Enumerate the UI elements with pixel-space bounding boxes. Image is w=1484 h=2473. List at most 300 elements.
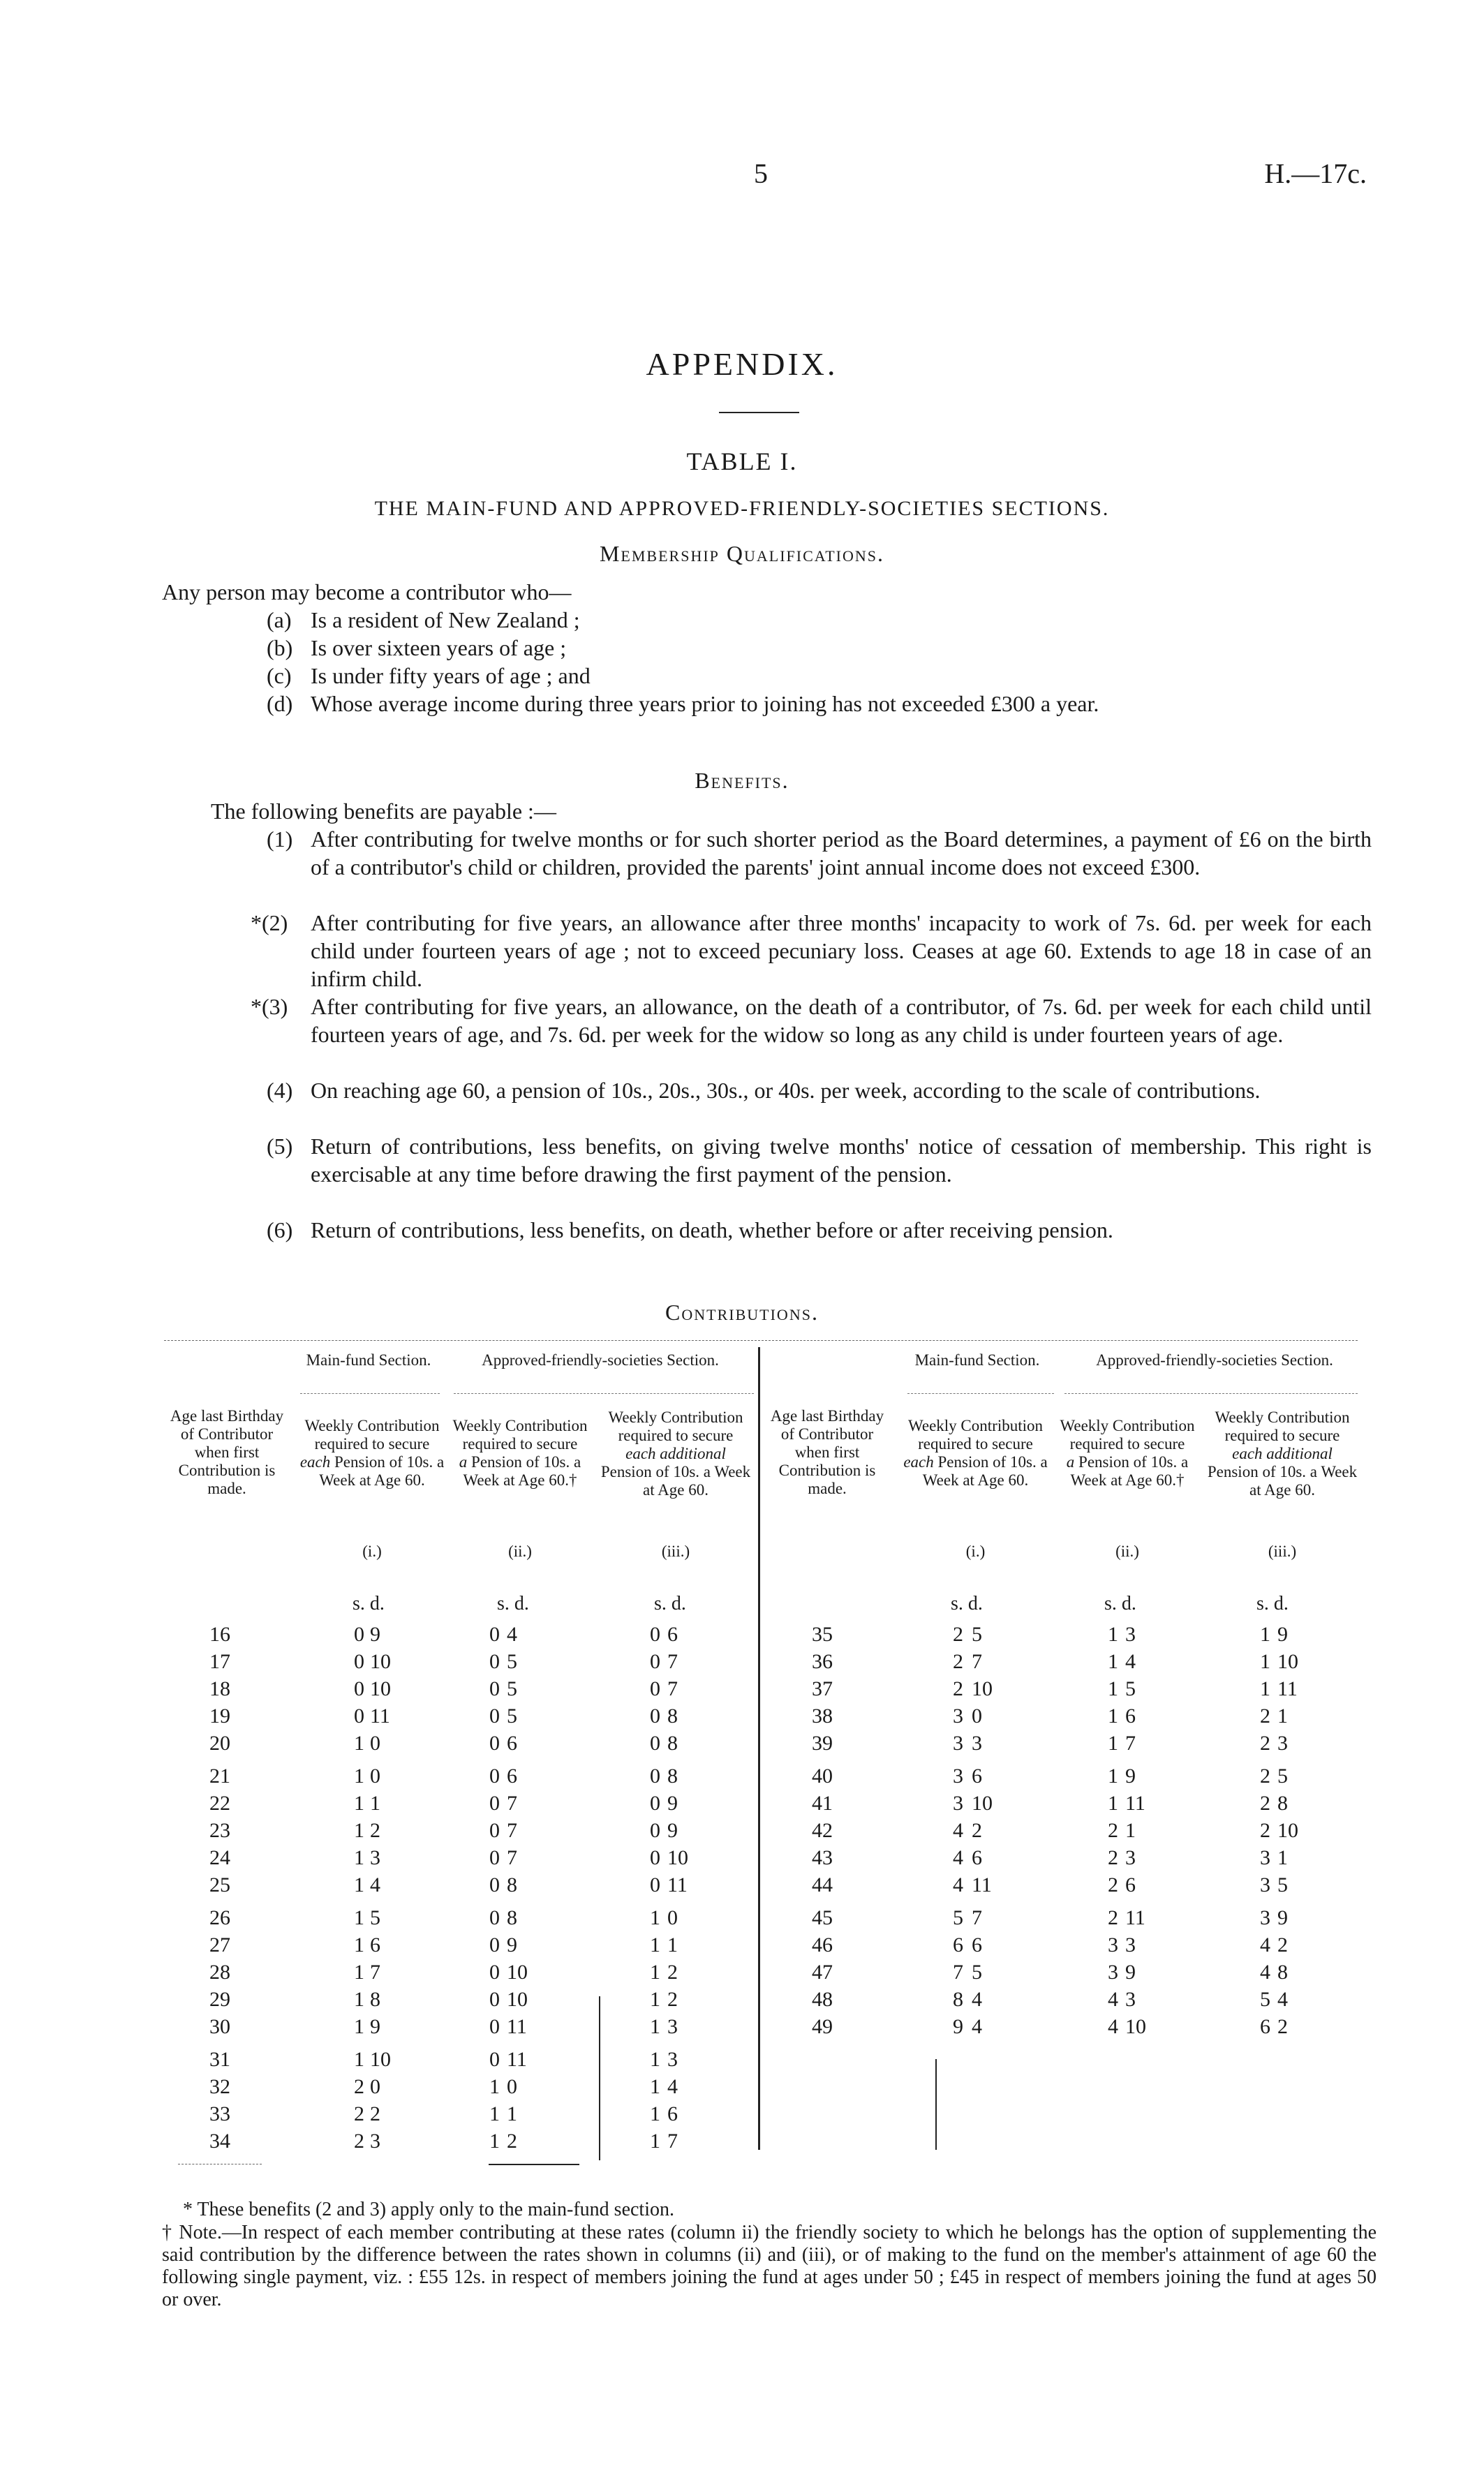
col-i-pence: 11 bbox=[972, 1873, 992, 1896]
col-i-shillings: 0 bbox=[354, 1677, 364, 1700]
col-ii-pence: 10 bbox=[1125, 2015, 1146, 2038]
col-ii-shillings: 2 bbox=[1108, 1819, 1118, 1842]
col-ii-pence: 8 bbox=[507, 1873, 517, 1896]
age-cell: 18 bbox=[209, 1677, 230, 1700]
column-ii-units: s. d. bbox=[497, 1593, 529, 1614]
benefit-text: After contributing for twelve months or for such shorter period as the Board determines, a payment of £6 on the birth of a contributor's child or children, provided the parents' joint annual income does not exceed £300. bbox=[311, 826, 1372, 879]
col-iii-shillings: 0 bbox=[650, 1819, 660, 1842]
col-ii-pence: 7 bbox=[507, 1792, 517, 1815]
col-i-shillings: 3 bbox=[953, 1792, 963, 1815]
benefit-number: (6) bbox=[267, 1217, 293, 1242]
table-bottom-rule-mid bbox=[489, 2164, 579, 2165]
col-ii-shillings: 0 bbox=[489, 1988, 500, 2011]
column-i-header-line-c: Pension of 10s. a Week at Age 60. bbox=[922, 1453, 1048, 1489]
col-ii-shillings: 0 bbox=[489, 1623, 500, 1646]
col-i-shillings: 4 bbox=[953, 1846, 963, 1869]
column-ii-header-line-c: Pension of 10s. a Week at Age 60.† bbox=[1070, 1453, 1189, 1489]
col-i-pence: 2 bbox=[370, 1819, 380, 1842]
col-iii-shillings: 2 bbox=[1260, 1792, 1270, 1815]
col-ii-pence: 3 bbox=[1125, 1988, 1136, 2011]
col-ii-shillings: 1 bbox=[1108, 1705, 1118, 1728]
col-iii-pence: 9 bbox=[1277, 1906, 1288, 1929]
col-i-shillings: 1 bbox=[354, 2048, 364, 2071]
age-cell: 29 bbox=[209, 1988, 230, 2011]
qualification-d-text: Whose average income during three years prior to joining has not exceeded £300 a year. bbox=[311, 691, 1099, 716]
age-cell: 21 bbox=[209, 1765, 230, 1788]
col-i-shillings: 6 bbox=[953, 1933, 963, 1956]
col-ii-shillings: 2 bbox=[1108, 1906, 1118, 1929]
col-ii-shillings: 0 bbox=[489, 1732, 500, 1755]
age-cell: 40 bbox=[812, 1765, 833, 1788]
age-cell: 23 bbox=[209, 1819, 230, 1842]
col-iii-pence: 7 bbox=[667, 1650, 678, 1673]
age-cell: 41 bbox=[812, 1792, 833, 1815]
col-ii-shillings: 1 bbox=[1108, 1650, 1118, 1673]
table-top-rule bbox=[164, 1340, 1358, 1341]
membership-heading: Membership Qualifications. bbox=[599, 541, 885, 566]
col-iii-pence: 5 bbox=[1277, 1765, 1288, 1788]
col-i-pence: 0 bbox=[972, 1705, 982, 1728]
column-iii-units-right: s. d. bbox=[1256, 1593, 1289, 1614]
col-i-shillings: 1 bbox=[354, 1765, 364, 1788]
col-i-pence: 4 bbox=[370, 1873, 380, 1896]
col-iii-pence: 8 bbox=[667, 1705, 678, 1728]
column-i-units: s. d. bbox=[353, 1593, 385, 1614]
table-label: TABLE I. bbox=[686, 447, 798, 475]
col-i-shillings: 2 bbox=[354, 2130, 364, 2153]
age-cell: 44 bbox=[812, 1873, 833, 1896]
col-ii-pence: 9 bbox=[507, 1933, 517, 1956]
benefit-number: *(2) bbox=[251, 910, 288, 935]
col-iii-pence: 8 bbox=[1277, 1961, 1288, 1984]
age-cell: 39 bbox=[812, 1732, 833, 1755]
col-i-shillings: 2 bbox=[953, 1650, 963, 1673]
col-iii-shillings: 1 bbox=[650, 1988, 660, 2011]
col-iii-shillings: 1 bbox=[1260, 1650, 1270, 1673]
approved-group-rule bbox=[454, 1393, 754, 1394]
benefit-number: (5) bbox=[267, 1134, 293, 1159]
col-iii-pence: 2 bbox=[667, 1961, 678, 1984]
column-ii-numeral-right: (ii.) bbox=[1115, 1543, 1139, 1560]
col-ii-pence: 3 bbox=[1125, 1623, 1136, 1646]
col-iii-shillings: 1 bbox=[650, 1933, 660, 1956]
col-i-pence: 7 bbox=[972, 1650, 982, 1673]
col-i-shillings: 4 bbox=[953, 1873, 963, 1896]
benefit-text: Return of contributions, less benefits, on giving twelve months' notice of cessation of membership. This right is exercisable at any time before drawing the first payment of the pension. bbox=[311, 1134, 1372, 1187]
column-i-header-line-a: Weekly Contribution required to secure bbox=[908, 1417, 1043, 1453]
age-cell: 47 bbox=[812, 1961, 833, 1984]
age-cell: 45 bbox=[812, 1906, 833, 1929]
col-ii-pence: 7 bbox=[507, 1819, 517, 1842]
column-iii-header-line-c: Pension of 10s. a Week at Age 60. bbox=[1207, 1463, 1358, 1499]
col-i-pence: 3 bbox=[370, 2130, 380, 2153]
col-i-pence: 4 bbox=[972, 2015, 982, 2038]
col-ii-shillings: 0 bbox=[489, 1873, 500, 1896]
col-ii-shillings: 4 bbox=[1108, 2015, 1118, 2038]
col-iii-pence: 11 bbox=[1277, 1677, 1298, 1700]
col-ii-pence: 6 bbox=[1125, 1705, 1136, 1728]
column-ii-numeral: (ii.) bbox=[508, 1543, 532, 1560]
qualification-b-label: (b) bbox=[267, 635, 293, 660]
benefits-heading: Benefits. bbox=[695, 768, 789, 793]
col-ii-shillings: 1 bbox=[489, 2102, 500, 2125]
qualification-a-text: Is a resident of New Zealand ; bbox=[311, 607, 580, 632]
col-iii-shillings: 0 bbox=[650, 1846, 660, 1869]
col-iii-shillings: 2 bbox=[1260, 1765, 1270, 1788]
col-iii-pence: 9 bbox=[667, 1792, 678, 1815]
col-ii-pence: 2 bbox=[507, 2130, 517, 2153]
col-iii-shillings: 0 bbox=[650, 1873, 660, 1896]
col-ii-pence: 10 bbox=[507, 1988, 528, 2011]
col-ii-pence: 6 bbox=[507, 1765, 517, 1788]
column-ii-header-right bbox=[1054, 1417, 1201, 1490]
col-ii-shillings: 1 bbox=[489, 2130, 500, 2153]
col-i-pence: 2 bbox=[370, 2102, 380, 2125]
col-i-pence: 10 bbox=[370, 1677, 391, 1700]
col-ii-shillings: 1 bbox=[1108, 1732, 1118, 1755]
col-ii-pence: 8 bbox=[507, 1906, 517, 1929]
age-cell: 16 bbox=[209, 1623, 230, 1646]
benefit-number: *(3) bbox=[251, 994, 288, 1019]
col-iii-pence: 6 bbox=[667, 2102, 678, 2125]
col-i-shillings: 1 bbox=[354, 1933, 364, 1956]
age-cell: 34 bbox=[209, 2130, 230, 2153]
col-i-pence: 10 bbox=[370, 2048, 391, 2071]
age-cell: 20 bbox=[209, 1732, 230, 1755]
col-i-pence: 7 bbox=[370, 1961, 380, 1984]
column-iii-numeral: (iii.) bbox=[661, 1543, 690, 1560]
col-iii-pence: 8 bbox=[1277, 1792, 1288, 1815]
col-ii-shillings: 1 bbox=[1108, 1792, 1118, 1815]
age-cell: 30 bbox=[209, 2015, 230, 2038]
col-ii-shillings: 0 bbox=[489, 1819, 500, 1842]
title-rule bbox=[719, 412, 799, 413]
col-ii-pence: 0 bbox=[507, 2075, 517, 2098]
col-iii-pence: 10 bbox=[1277, 1650, 1298, 1673]
age-cell: 38 bbox=[812, 1705, 833, 1728]
age-cell: 49 bbox=[812, 2015, 833, 2038]
col-i-shillings: 1 bbox=[354, 1819, 364, 1842]
col-iii-shillings: 1 bbox=[650, 2075, 660, 2098]
col-ii-shillings: 0 bbox=[489, 1792, 500, 1815]
col-i-shillings: 1 bbox=[354, 1961, 364, 1984]
column-iii-header-emphasis: each additional bbox=[1232, 1445, 1333, 1462]
col-i-pence: 9 bbox=[370, 1623, 380, 1646]
age-cell: 48 bbox=[812, 1988, 833, 2011]
section-title: THE MAIN-FUND AND APPROVED-FRIENDLY-SOCIETIES SECTIONS. bbox=[374, 497, 1110, 520]
col-iii-pence: 2 bbox=[667, 1988, 678, 2011]
col-ii-pence: 1 bbox=[1125, 1819, 1136, 1842]
column-iii-header-line-c: Pension of 10s. a Week at Age 60. bbox=[600, 1463, 751, 1499]
table-center-rule bbox=[758, 1347, 760, 2150]
col-iii-shillings: 0 bbox=[650, 1765, 660, 1788]
column-i-units-right: s. d. bbox=[951, 1593, 983, 1614]
col-ii-pence: 4 bbox=[1125, 1650, 1136, 1673]
column-iii-header-emphasis: each additional bbox=[625, 1445, 726, 1462]
col-iii-pence: 10 bbox=[667, 1846, 688, 1869]
col-iii-shillings: 3 bbox=[1260, 1873, 1270, 1896]
col-iii-pence: 1 bbox=[667, 1933, 678, 1956]
main-fund-group-rule bbox=[300, 1393, 440, 1394]
benefit-number: (1) bbox=[267, 826, 293, 852]
col-i-shillings: 1 bbox=[354, 1873, 364, 1896]
benefit-item bbox=[251, 909, 1372, 993]
col-iii-pence: 2 bbox=[1277, 2015, 1288, 2038]
col-i-shillings: 3 bbox=[953, 1732, 963, 1755]
col-iii-shillings: 1 bbox=[650, 2102, 660, 2125]
col-iii-pence: 7 bbox=[667, 2130, 678, 2153]
main-fund-group-header-right: Main-fund Section. bbox=[914, 1351, 1040, 1369]
col-i-pence: 5 bbox=[972, 1623, 982, 1646]
col-iii-pence: 7 bbox=[667, 1677, 678, 1700]
col-i-pence: 5 bbox=[370, 1906, 380, 1929]
age-cell: 17 bbox=[209, 1650, 230, 1673]
col-iii-pence: 9 bbox=[667, 1819, 678, 1842]
column-ii-header-line-a: Weekly Contribution required to secure bbox=[452, 1417, 588, 1453]
column-iii-header-line-a: Weekly Contribution required to secure bbox=[608, 1409, 743, 1444]
age-cell: 32 bbox=[209, 2075, 230, 2098]
col-ii-pence: 7 bbox=[1125, 1732, 1136, 1755]
col-ii-shillings: 2 bbox=[1108, 1873, 1118, 1896]
col-ii-shillings: 1 bbox=[1108, 1677, 1118, 1700]
col-i-shillings: 8 bbox=[953, 1988, 963, 2011]
col-ii-pence: 3 bbox=[1125, 1933, 1136, 1956]
column-iii-header-right bbox=[1205, 1409, 1360, 1499]
col-i-pence: 3 bbox=[972, 1732, 982, 1755]
approved-group-rule-right bbox=[1064, 1393, 1358, 1394]
col-iii-pence: 11 bbox=[667, 1873, 688, 1896]
col-ii-pence: 11 bbox=[507, 2048, 527, 2071]
benefit-item bbox=[267, 825, 1372, 881]
age-cell: 35 bbox=[812, 1623, 833, 1646]
col-ii-pence: 9 bbox=[1125, 1961, 1136, 1984]
approved-group-header-right: Approved-friendly-societies Section. bbox=[1096, 1351, 1333, 1369]
col-ii-shillings: 2 bbox=[1108, 1846, 1118, 1869]
age-cell: 27 bbox=[209, 1933, 230, 1956]
benefit-text: After contributing for five years, an allowance after three months' incapacity to work of 7s. 6d. per week for each child under fourteen years of age ; not to exceed pecuniary loss. Ceases at age 60. Extends to age 18 in case of an infirm child. bbox=[311, 910, 1372, 991]
age-cell: 24 bbox=[209, 1846, 230, 1869]
column-ii-header-emphasis: a bbox=[459, 1453, 468, 1471]
benefit-item bbox=[267, 1132, 1372, 1188]
age-cell: 36 bbox=[812, 1650, 833, 1673]
age-cell: 22 bbox=[209, 1792, 230, 1815]
col-iii-shillings: 1 bbox=[650, 1961, 660, 1984]
col-iii-pence: 8 bbox=[667, 1732, 678, 1755]
col-ii-pence: 3 bbox=[1125, 1846, 1136, 1869]
benefit-text: On reaching age 60, a pension of 10s., 20s., 30s., or 40s. per week, according to the scale of contributions. bbox=[311, 1078, 1261, 1103]
appendix-title: APPENDIX. bbox=[646, 346, 838, 382]
main-fund-group-rule-right bbox=[907, 1393, 1054, 1394]
benefit-text: Return of contributions, less benefits, on death, whether before or after receiving pension. bbox=[311, 1217, 1113, 1242]
column-i-header-line-c: Pension of 10s. a Week at Age 60. bbox=[319, 1453, 445, 1489]
column-ii-header-line-a: Weekly Contribution required to secure bbox=[1060, 1417, 1195, 1453]
col-i-shillings: 3 bbox=[953, 1705, 963, 1728]
col-iii-shillings: 1 bbox=[1260, 1677, 1270, 1700]
col-iii-pence: 5 bbox=[1277, 1873, 1288, 1896]
col-iii-pence: 4 bbox=[1277, 1988, 1288, 2011]
col-i-shillings: 3 bbox=[953, 1765, 963, 1788]
col-ii-pence: 5 bbox=[507, 1705, 517, 1728]
col-i-shillings: 2 bbox=[953, 1623, 963, 1646]
benefit-item bbox=[251, 993, 1372, 1048]
age-cell: 46 bbox=[812, 1933, 833, 1956]
col-i-pence: 0 bbox=[370, 2075, 380, 2098]
col-ii-shillings: 3 bbox=[1108, 1961, 1118, 1984]
benefit-item bbox=[267, 1216, 1372, 1244]
col-i-pence: 4 bbox=[972, 1988, 982, 2011]
col-i-shillings: 1 bbox=[354, 2015, 364, 2038]
col-i-shillings: 0 bbox=[354, 1705, 364, 1728]
col-i-pence: 8 bbox=[370, 1988, 380, 2011]
col-iii-shillings: 1 bbox=[650, 2015, 660, 2038]
footnote-star: * These benefits (2 and 3) apply only to the main-fund section. bbox=[183, 2199, 674, 2220]
col-i-pence: 1 bbox=[370, 1792, 380, 1815]
qualification-c-text: Is under fifty years of age ; and bbox=[311, 663, 591, 688]
col-iii-pence: 3 bbox=[667, 2015, 678, 2038]
col-i-pence: 9 bbox=[370, 2015, 380, 2038]
col-iii-shillings: 2 bbox=[1260, 1732, 1270, 1755]
col-i-pence: 11 bbox=[370, 1705, 390, 1728]
column-i-header-right bbox=[900, 1417, 1051, 1490]
qualification-b-text: Is over sixteen years of age ; bbox=[311, 635, 567, 660]
col-iii-shillings: 3 bbox=[1260, 1846, 1270, 1869]
col-ii-pence: 7 bbox=[507, 1846, 517, 1869]
age-cell: 43 bbox=[812, 1846, 833, 1869]
col-iii-shillings: 1 bbox=[650, 2130, 660, 2153]
col-i-shillings: 0 bbox=[354, 1650, 364, 1673]
col-ii-shillings: 0 bbox=[489, 1705, 500, 1728]
col-ii-pence: 5 bbox=[1125, 1677, 1136, 1700]
main-fund-group-header: Main-fund Section. bbox=[306, 1351, 431, 1369]
col-i-pence: 2 bbox=[972, 1819, 982, 1842]
col-iii-shillings: 6 bbox=[1260, 2015, 1270, 2038]
col-ii-shillings: 0 bbox=[489, 2048, 500, 2071]
document-reference: H.—17c. bbox=[1264, 158, 1367, 189]
col-i-pence: 5 bbox=[972, 1961, 982, 1984]
col-i-shillings: 7 bbox=[953, 1961, 963, 1984]
col-i-shillings: 4 bbox=[953, 1819, 963, 1842]
column-i-numeral: (i.) bbox=[362, 1543, 382, 1560]
qualification-a-label: (a) bbox=[267, 607, 292, 632]
col-ii-shillings: 0 bbox=[489, 2015, 500, 2038]
age-cell: 25 bbox=[209, 1873, 230, 1896]
age-cell: 37 bbox=[812, 1677, 833, 1700]
col-ii-shillings: 0 bbox=[489, 1846, 500, 1869]
column-i-header-emphasis: each bbox=[299, 1453, 331, 1471]
col-i-pence: 10 bbox=[370, 1650, 391, 1673]
qualification-c-label: (c) bbox=[267, 663, 292, 688]
col-i-shillings: 2 bbox=[953, 1677, 963, 1700]
col-iii-shillings: 4 bbox=[1260, 1933, 1270, 1956]
benefit-item bbox=[267, 1076, 1372, 1104]
age-cell: 26 bbox=[209, 1906, 230, 1929]
col-i-shillings: 9 bbox=[953, 2015, 963, 2038]
col-iii-shillings: 2 bbox=[1260, 1705, 1270, 1728]
col-i-shillings: 2 bbox=[354, 2075, 364, 2098]
col-ii-shillings: 0 bbox=[489, 1677, 500, 1700]
col-i-shillings: 0 bbox=[354, 1623, 364, 1646]
column-ii-header-line-c: Pension of 10s. a Week at Age 60.† bbox=[463, 1453, 581, 1489]
col-ii-pence: 11 bbox=[1125, 1906, 1145, 1929]
age-cell: 28 bbox=[209, 1961, 230, 1984]
col-i-pence: 7 bbox=[972, 1906, 982, 1929]
qualification-d-label: (d) bbox=[267, 691, 293, 716]
footnote-dagger: † Note.—In respect of each member contributing at these rates (column ii) the friendly society to which he belongs has the option of supplementing the said contribution by the difference between the rates shown in columns (ii) and (iii), or of making to the fund on the member's attainment of age 60 the following single payment, viz. : £55 12s. in respect of members joining the fund at ages under 50 ; £45 in respect of members joining the fund at ages 50 or over. bbox=[162, 2222, 1377, 2310]
col-ii-pence: 9 bbox=[1125, 1765, 1136, 1788]
column-iii-units: s. d. bbox=[654, 1593, 686, 1614]
col-ii-pence: 11 bbox=[1125, 1792, 1145, 1815]
age-column-header: Age last Birthday of Contributor when first Contribution is made. bbox=[170, 1407, 284, 1497]
col-i-pence: 6 bbox=[972, 1846, 982, 1869]
membership-intro: Any person may become a contributor who— bbox=[162, 579, 572, 604]
col-ii-shillings: 0 bbox=[489, 1650, 500, 1673]
column-i-header bbox=[299, 1417, 445, 1490]
age-column-header-right: Age last Birthday of Contributor when first Contribution is made. bbox=[770, 1407, 884, 1497]
col-iii-shillings: 0 bbox=[650, 1792, 660, 1815]
col-i-shillings: 1 bbox=[354, 1732, 364, 1755]
col-i-shillings: 5 bbox=[953, 1906, 963, 1929]
col-ii-shillings: 1 bbox=[489, 2075, 500, 2098]
col-iii-shillings: 4 bbox=[1260, 1961, 1270, 1984]
col-i-shillings: 1 bbox=[354, 1792, 364, 1815]
col-i-pence: 3 bbox=[370, 1846, 380, 1869]
col-iii-shillings: 0 bbox=[650, 1623, 660, 1646]
right-column-i-rule bbox=[935, 2059, 937, 2150]
col-iii-shillings: 1 bbox=[650, 2048, 660, 2071]
column-ii-units-right: s. d. bbox=[1104, 1593, 1136, 1614]
left-column-iii-rule bbox=[599, 1996, 600, 2160]
col-iii-pence: 4 bbox=[667, 2075, 678, 2098]
col-ii-pence: 1 bbox=[507, 2102, 517, 2125]
col-iii-shillings: 5 bbox=[1260, 1988, 1270, 2011]
col-iii-shillings: 2 bbox=[1260, 1819, 1270, 1842]
col-i-shillings: 2 bbox=[354, 2102, 364, 2125]
page-number: 5 bbox=[754, 158, 768, 189]
col-ii-shillings: 0 bbox=[489, 1765, 500, 1788]
col-iii-pence: 9 bbox=[1277, 1623, 1288, 1646]
benefit-number: (4) bbox=[267, 1078, 293, 1103]
column-ii-header bbox=[447, 1417, 593, 1490]
col-iii-shillings: 1 bbox=[650, 1906, 660, 1929]
col-iii-pence: 3 bbox=[1277, 1732, 1288, 1755]
col-i-pence: 6 bbox=[370, 1933, 380, 1956]
col-ii-pence: 10 bbox=[507, 1961, 528, 1984]
column-iii-header-line-a: Weekly Contribution required to secure bbox=[1215, 1409, 1350, 1444]
col-ii-pence: 5 bbox=[507, 1677, 517, 1700]
age-cell: 31 bbox=[209, 2048, 230, 2071]
benefits-intro: The following benefits are payable :— bbox=[211, 799, 556, 824]
col-i-pence: 0 bbox=[370, 1732, 380, 1755]
col-ii-pence: 4 bbox=[507, 1623, 517, 1646]
col-iii-pence: 1 bbox=[1277, 1846, 1288, 1869]
column-i-header-emphasis: each bbox=[903, 1453, 934, 1471]
col-i-pence: 10 bbox=[972, 1792, 993, 1815]
col-iii-shillings: 3 bbox=[1260, 1906, 1270, 1929]
col-ii-pence: 5 bbox=[507, 1650, 517, 1673]
approved-group-header: Approved-friendly-societies Section. bbox=[482, 1351, 719, 1369]
column-i-header-line-a: Weekly Contribution required to secure bbox=[304, 1417, 440, 1453]
col-ii-pence: 6 bbox=[1125, 1873, 1136, 1896]
column-iii-header bbox=[599, 1409, 752, 1499]
contributions-heading: Contributions. bbox=[665, 1300, 819, 1325]
age-cell: 42 bbox=[812, 1819, 833, 1842]
col-ii-shillings: 1 bbox=[1108, 1765, 1118, 1788]
age-cell: 33 bbox=[209, 2102, 230, 2125]
col-ii-shillings: 0 bbox=[489, 1906, 500, 1929]
col-iii-pence: 1 bbox=[1277, 1705, 1288, 1728]
col-iii-shillings: 0 bbox=[650, 1732, 660, 1755]
col-iii-shillings: 1 bbox=[1260, 1623, 1270, 1646]
